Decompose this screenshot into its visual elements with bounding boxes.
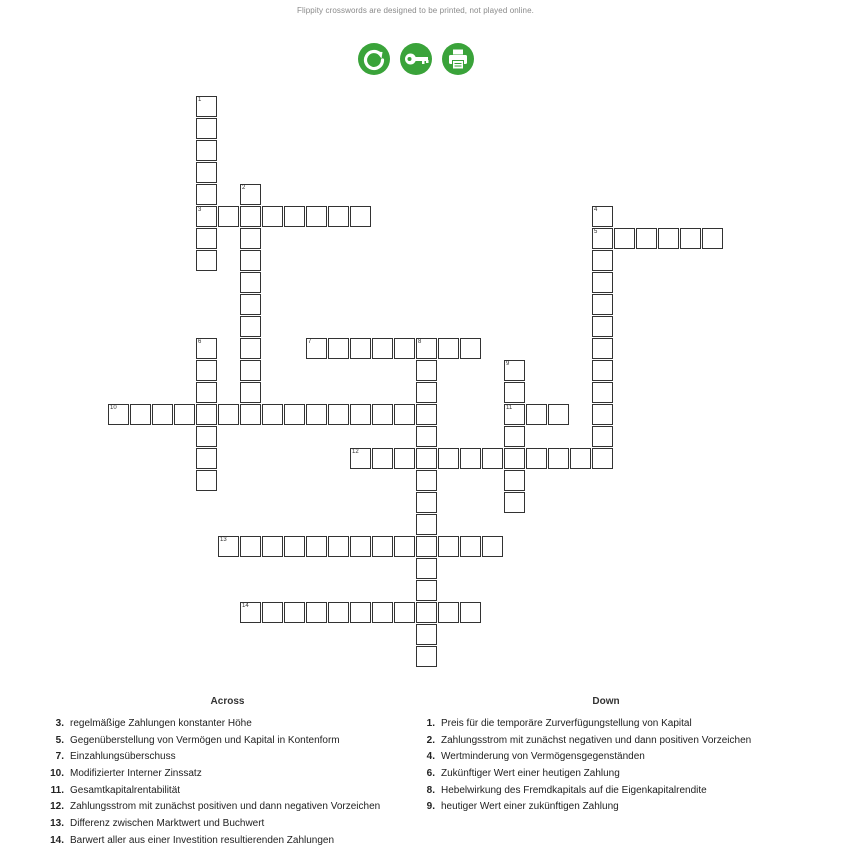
grid-cell bbox=[394, 448, 415, 469]
grid-cell bbox=[438, 536, 459, 557]
grid-cell bbox=[482, 448, 503, 469]
clue-text: Preis für die temporäre Zurverfügungstellung von Kapital bbox=[441, 718, 692, 729]
grid-cell bbox=[240, 250, 261, 271]
grid-cell bbox=[592, 316, 613, 337]
clue-text: heutiger Wert einer zukünftigen Zahlung bbox=[441, 801, 619, 813]
clue-number-label: 1 bbox=[198, 97, 202, 103]
grid-cell bbox=[196, 426, 217, 447]
grid-cell bbox=[350, 536, 371, 557]
grid-cell bbox=[284, 404, 305, 425]
grid-cell bbox=[592, 448, 613, 469]
clue-text: Gesamtkapitalrentabilität bbox=[70, 784, 181, 796]
clue-number-label: 10 bbox=[110, 405, 117, 411]
grid-cell bbox=[504, 360, 525, 381]
clue-text: Barwert aller aus einer Investition resultierenden Zahlungen bbox=[70, 834, 335, 846]
grid-cell bbox=[196, 118, 217, 139]
grid-cell bbox=[328, 404, 349, 425]
grid-cell bbox=[592, 228, 613, 249]
grid-cell bbox=[372, 448, 393, 469]
grid-cell bbox=[240, 536, 261, 557]
grid-cell bbox=[284, 536, 305, 557]
across-clues bbox=[50, 696, 405, 850]
grid-cell bbox=[592, 338, 613, 359]
clue-number-label: 3 bbox=[198, 207, 202, 213]
grid-cell bbox=[262, 206, 283, 227]
clue-text: Wertminderung von Vermögensgegenständen bbox=[441, 751, 645, 763]
grid-cell bbox=[394, 602, 415, 623]
clue-text: Modifizierter Interner Zinssatz bbox=[70, 768, 202, 780]
down-clue bbox=[421, 766, 791, 783]
grid-cell bbox=[372, 536, 393, 557]
down-clue bbox=[421, 716, 791, 733]
clue-number: 3. bbox=[55, 718, 64, 729]
grid-cell bbox=[394, 404, 415, 425]
grid-cell bbox=[460, 536, 481, 557]
grid-cell bbox=[416, 470, 437, 491]
grid-cell bbox=[262, 404, 283, 425]
grid-cell bbox=[592, 294, 613, 315]
grid-cell bbox=[218, 206, 239, 227]
grid-cell bbox=[592, 250, 613, 271]
across-clue bbox=[50, 816, 405, 833]
grid-cell bbox=[658, 228, 679, 249]
grid-cell bbox=[350, 338, 371, 359]
grid-cell bbox=[394, 338, 415, 359]
clue-number: 10. bbox=[50, 768, 64, 780]
grid-cell bbox=[438, 602, 459, 623]
clue-number-label: 11 bbox=[506, 405, 513, 411]
grid-cell bbox=[592, 382, 613, 403]
down-clues bbox=[421, 696, 791, 816]
grid-cell bbox=[482, 536, 503, 557]
grid-cell bbox=[504, 470, 525, 491]
across-clue bbox=[50, 799, 405, 816]
grid-cell bbox=[218, 404, 239, 425]
grid-cell bbox=[526, 448, 547, 469]
grid-cell bbox=[196, 96, 217, 117]
clue-number: 5. bbox=[55, 734, 64, 746]
grid-cell bbox=[416, 624, 437, 645]
grid-cell bbox=[196, 162, 217, 183]
grid-cell bbox=[240, 272, 261, 293]
clue-number-label: 2 bbox=[242, 185, 246, 191]
grid-cell bbox=[240, 404, 261, 425]
grid-cell bbox=[174, 404, 195, 425]
clue-number-label: 7 bbox=[308, 339, 312, 345]
clue-number: 4. bbox=[426, 751, 435, 763]
grid-cell bbox=[306, 338, 327, 359]
grid-cell bbox=[416, 602, 437, 623]
across-clue bbox=[50, 749, 405, 766]
clue-number-label: 8 bbox=[418, 339, 422, 345]
grid-cell bbox=[240, 316, 261, 337]
grid-cell bbox=[196, 338, 217, 359]
across-clue bbox=[50, 766, 405, 783]
grid-cell bbox=[394, 536, 415, 557]
grid-cell bbox=[592, 360, 613, 381]
grid-cell bbox=[350, 448, 371, 469]
clue-number-label: 14 bbox=[242, 603, 249, 609]
clue-number-label: 9 bbox=[506, 361, 510, 367]
clue-number-label: 5 bbox=[594, 229, 598, 235]
grid-cell bbox=[460, 602, 481, 623]
grid-cell bbox=[306, 206, 327, 227]
grid-cell bbox=[350, 602, 371, 623]
clue-number: 11. bbox=[50, 784, 64, 796]
clue-number-label: 4 bbox=[594, 207, 598, 213]
grid-cell bbox=[504, 492, 525, 513]
across-clue bbox=[50, 833, 405, 850]
grid-cell bbox=[240, 294, 261, 315]
grid-cell bbox=[548, 448, 569, 469]
grid-cell bbox=[592, 272, 613, 293]
across-clue bbox=[50, 716, 405, 733]
clue-number-label: 12 bbox=[352, 449, 359, 455]
clue-number: 14. bbox=[50, 834, 64, 846]
grid-cell bbox=[328, 206, 349, 227]
grid-cell bbox=[504, 426, 525, 447]
grid-cell bbox=[636, 228, 657, 249]
grid-cell bbox=[702, 228, 723, 249]
grid-cell bbox=[196, 404, 217, 425]
clue-text: Gegenüberstellung von Vermögen und Kapital in Kontenform bbox=[70, 734, 340, 746]
grid-cell bbox=[372, 404, 393, 425]
grid-cell bbox=[372, 602, 393, 623]
grid-cell bbox=[416, 492, 437, 513]
grid-cell bbox=[328, 536, 349, 557]
clue-number: 2. bbox=[426, 734, 435, 746]
down-heading: Down bbox=[592, 696, 620, 707]
clue-number: 9. bbox=[426, 801, 435, 813]
grid-cell bbox=[328, 338, 349, 359]
grid-cell bbox=[196, 360, 217, 381]
grid-cell bbox=[416, 558, 437, 579]
grid-cell bbox=[592, 404, 613, 425]
down-clue bbox=[421, 733, 791, 750]
grid-cell bbox=[240, 360, 261, 381]
grid-cell bbox=[240, 228, 261, 249]
grid-cell bbox=[196, 184, 217, 205]
grid-cell bbox=[218, 536, 239, 557]
grid-cell bbox=[196, 382, 217, 403]
across-heading: Across bbox=[210, 696, 245, 707]
grid-cell bbox=[416, 338, 437, 359]
grid-cell bbox=[240, 602, 261, 623]
grid-cell bbox=[614, 228, 635, 249]
down-clue bbox=[421, 783, 791, 800]
clue-text: Zukünftiger Wert einer heutigen Zahlung bbox=[441, 768, 620, 780]
grid-cell bbox=[196, 206, 217, 227]
grid-cell bbox=[196, 140, 217, 161]
grid-cell bbox=[196, 448, 217, 469]
grid-cell bbox=[548, 404, 569, 425]
grid-cell bbox=[504, 404, 525, 425]
clue-number: 7. bbox=[55, 751, 64, 763]
grid-cell bbox=[504, 382, 525, 403]
grid-cell bbox=[438, 338, 459, 359]
print-notice: Flippity crosswords are designed to be printed, not played online. bbox=[297, 6, 534, 15]
clue-number-label: 6 bbox=[198, 339, 202, 345]
grid-cell bbox=[108, 404, 129, 425]
grid-cell bbox=[570, 448, 591, 469]
clue-number: 1. bbox=[426, 718, 435, 729]
clue-number: 13. bbox=[50, 818, 64, 830]
grid-cell bbox=[240, 184, 261, 205]
grid-cell bbox=[350, 206, 371, 227]
grid-cell bbox=[372, 338, 393, 359]
grid-cell bbox=[262, 536, 283, 557]
grid-cell bbox=[240, 338, 261, 359]
clue-number-label: 13 bbox=[220, 537, 227, 543]
clue-number: 8. bbox=[426, 784, 435, 796]
grid-cell bbox=[504, 448, 525, 469]
grid-cell bbox=[416, 646, 437, 667]
grid-cell bbox=[130, 404, 151, 425]
grid-cell bbox=[438, 448, 459, 469]
clue-text: Einzahlungsüberschuss bbox=[70, 751, 176, 763]
grid-cell bbox=[416, 360, 437, 381]
clue-number: 12. bbox=[50, 801, 64, 813]
grid-cell bbox=[306, 602, 327, 623]
grid-cell bbox=[680, 228, 701, 249]
across-clue bbox=[50, 783, 405, 800]
clue-text: regelmäßige Zahlungen konstanter Höhe bbox=[70, 718, 252, 729]
grid-cell bbox=[460, 338, 481, 359]
grid-cell bbox=[416, 514, 437, 535]
grid-cell bbox=[284, 602, 305, 623]
across-clue bbox=[50, 733, 405, 750]
down-clue bbox=[421, 799, 791, 816]
grid-cell bbox=[240, 206, 261, 227]
grid-cell bbox=[152, 404, 173, 425]
grid-cell bbox=[592, 206, 613, 227]
grid-cell bbox=[416, 382, 437, 403]
grid-cell bbox=[240, 382, 261, 403]
clue-text: Differenz zwischen Marktwert und Buchwert bbox=[70, 818, 265, 830]
grid-cell bbox=[262, 602, 283, 623]
grid-cell bbox=[306, 404, 327, 425]
clue-number: 6. bbox=[426, 768, 435, 780]
grid-cell bbox=[592, 426, 613, 447]
grid-cell bbox=[306, 536, 327, 557]
grid-cell bbox=[526, 404, 547, 425]
clue-text: Zahlungsstrom mit zunächst negativen und dann positiven Vorzeichen bbox=[441, 734, 752, 746]
grid-cell bbox=[416, 580, 437, 601]
grid-cell bbox=[350, 404, 371, 425]
grid-cell bbox=[196, 250, 217, 271]
clue-text: Hebelwirkung des Fremdkapitals auf die Eigenkapitalrendite bbox=[441, 784, 707, 796]
grid-cell bbox=[328, 602, 349, 623]
grid-cell bbox=[416, 448, 437, 469]
grid-cell bbox=[416, 404, 437, 425]
grid-cell bbox=[196, 470, 217, 491]
grid-cell bbox=[416, 536, 437, 557]
grid-cell bbox=[460, 448, 481, 469]
clue-text: Zahlungsstrom mit zunächst positiven und dann negativen Vorzeichen bbox=[70, 801, 381, 813]
grid-cell bbox=[284, 206, 305, 227]
grid-cell bbox=[196, 228, 217, 249]
down-clue bbox=[421, 749, 791, 766]
grid-cell bbox=[416, 426, 437, 447]
